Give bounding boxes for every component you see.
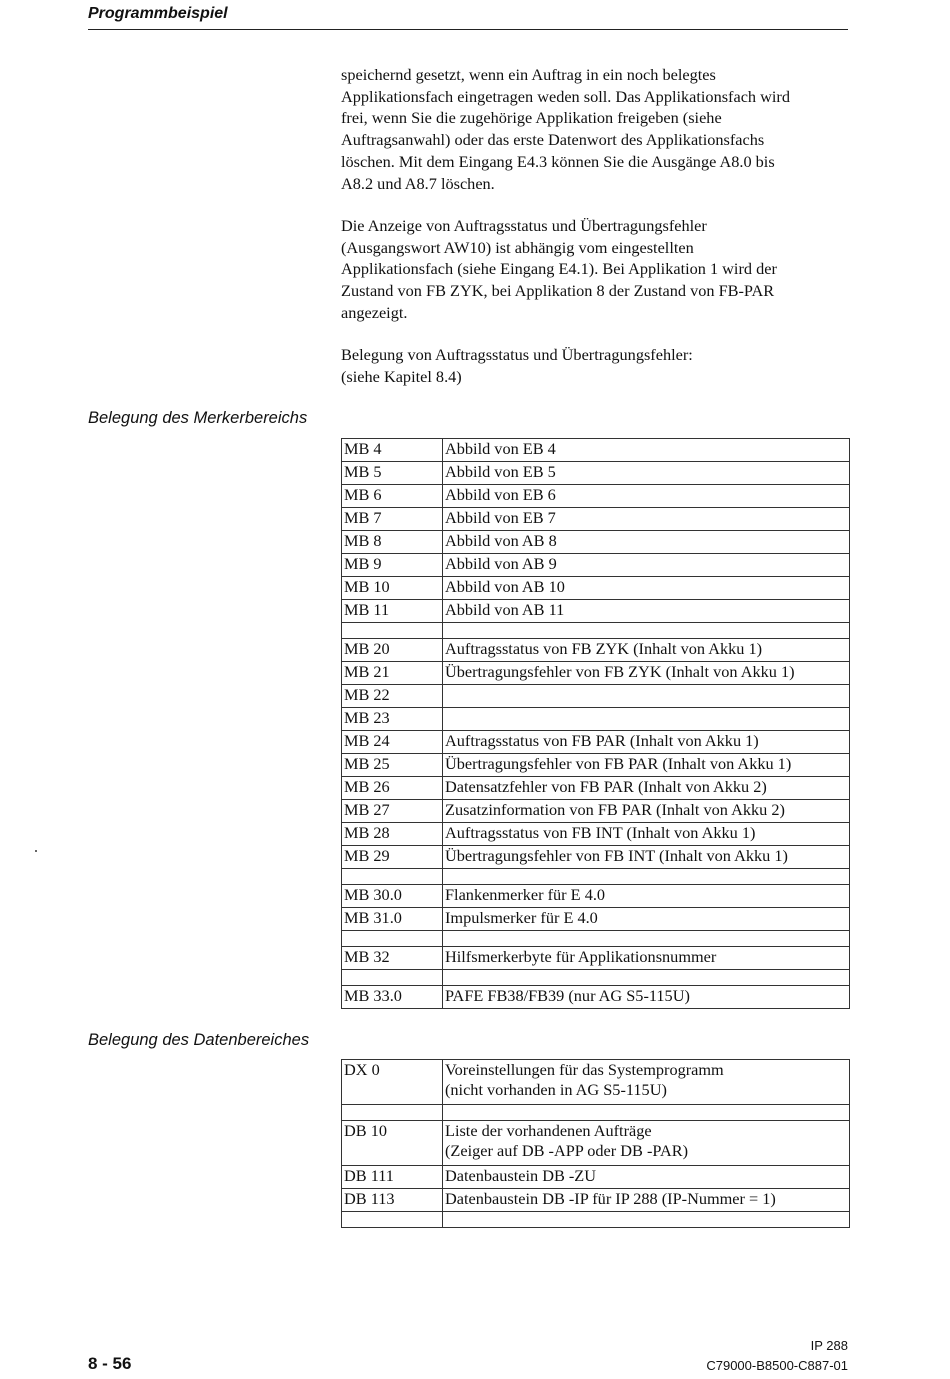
table-row	[342, 600, 850, 623]
address-cell: DX 0	[342, 1060, 443, 1105]
table-row	[342, 1121, 850, 1166]
section-heading-merker: Belegung des Merkerbereichs	[88, 409, 308, 427]
description-cell	[443, 931, 850, 947]
address-cell: MB 28	[342, 823, 443, 846]
address-cell	[342, 1212, 443, 1228]
body-paragraph-3	[341, 344, 846, 387]
description-line: Liste der vorhandenen Aufträge	[445, 1121, 652, 1140]
paragraph-line: Die Anzeige von Auftragsstatus und Übertragungsfehler	[341, 216, 707, 235]
table-row	[342, 800, 850, 823]
table-row	[342, 931, 850, 947]
table-row	[342, 947, 850, 970]
page-number: 8 - 56	[88, 1354, 132, 1373]
table-row	[342, 1060, 850, 1105]
paragraph-line: (siehe Kapitel 8.4)	[341, 366, 462, 386]
table-row	[342, 1166, 850, 1189]
description-cell: Abbild von AB 9	[443, 554, 850, 577]
paragraph-line: (Ausgangswort AW10) ist abhängig vom eingestellten	[341, 237, 694, 257]
table-row	[342, 970, 850, 986]
description-cell: Abbild von EB 6	[443, 485, 850, 508]
description-cell: Übertragungsfehler von FB PAR (Inhalt von Akku 1)	[443, 754, 850, 777]
description-cell: Hilfsmerkerbyte für Applikationsnummer	[443, 947, 850, 970]
table-row	[342, 823, 850, 846]
address-cell: DB 113	[342, 1189, 443, 1212]
description-cell	[443, 708, 850, 731]
address-cell: MB 29	[342, 846, 443, 869]
address-cell: MB 5	[342, 462, 443, 485]
footer-product: IP 288	[810, 1338, 848, 1353]
paragraph-line: Applikationsfach (siehe Eingang E4.1). Bei Applikation 1 wird der	[341, 259, 777, 279]
table-row	[342, 777, 850, 800]
address-cell	[342, 970, 443, 986]
description-cell	[443, 1189, 850, 1212]
table-row	[342, 508, 850, 531]
address-cell: MB 27	[342, 800, 443, 823]
description-cell: PAFE FB38/FB39 (nur AG S5-115U)	[443, 986, 850, 1009]
table-row	[342, 685, 850, 708]
address-cell: MB 8	[342, 531, 443, 554]
description-cell: Flankenmerker für E 4.0	[443, 885, 850, 908]
description-line: (Zeiger auf DB -APP oder DB -PAR)	[445, 1141, 688, 1160]
description-cell: Auftragsstatus von FB INT (Inhalt von Akku 1)	[443, 823, 850, 846]
table-row	[342, 485, 850, 508]
table-row	[342, 708, 850, 731]
description-cell	[443, 623, 850, 639]
description-cell: Abbild von EB 7	[443, 508, 850, 531]
description-cell: Abbild von EB 4	[443, 439, 850, 462]
address-cell: MB 20	[342, 639, 443, 662]
paragraph-line: Zustand von FB ZYK, bei Applikation 8 der Zustand von FB-PAR	[341, 281, 775, 301]
paragraph-line: speichernd gesetzt, wenn ein Auftrag in ein noch belegtes	[341, 65, 716, 84]
running-header-title: Programmbeispiel	[88, 5, 228, 22]
paragraph-line: frei, wenn Sie die zugehörige Applikation freigeben (siehe	[341, 108, 722, 128]
table-row	[342, 577, 850, 600]
merker-table	[341, 438, 850, 1009]
description-cell	[443, 970, 850, 986]
address-cell: MB 31.0	[342, 908, 443, 931]
address-cell: MB 9	[342, 554, 443, 577]
address-cell: MB 11	[342, 600, 443, 623]
address-cell: MB 22	[342, 685, 443, 708]
table-row	[342, 554, 850, 577]
description-cell	[443, 1121, 850, 1166]
description-cell: Zusatzinformation von FB PAR (Inhalt von Akku 2)	[443, 800, 850, 823]
table-row	[342, 662, 850, 685]
header-rule	[88, 29, 848, 30]
address-cell: MB 6	[342, 485, 443, 508]
address-cell: MB 4	[342, 439, 443, 462]
table-row	[342, 731, 850, 754]
description-cell: Abbild von AB 10	[443, 577, 850, 600]
table-row	[342, 1105, 850, 1121]
address-cell: MB 23	[342, 708, 443, 731]
description-cell: Abbild von AB 8	[443, 531, 850, 554]
address-cell: MB 24	[342, 731, 443, 754]
address-cell	[342, 869, 443, 885]
paragraph-line: angezeigt.	[341, 302, 408, 322]
scan-speck	[35, 850, 37, 852]
description-cell: Abbild von AB 11	[443, 600, 850, 623]
address-cell	[342, 1105, 443, 1121]
address-cell	[342, 623, 443, 639]
paragraph-line: Applikationsfach eingetragen weden soll. Das Applikationsfach wird	[341, 86, 790, 106]
body-paragraph-2	[341, 215, 846, 324]
table-row	[342, 1212, 850, 1228]
table-row	[342, 439, 850, 462]
table-row	[342, 986, 850, 1009]
table-row	[342, 885, 850, 908]
paragraph-line: Auftragsanwahl) oder das erste Datenwort des Applikationsfachs	[341, 130, 765, 150]
daten-table	[341, 1059, 850, 1228]
footer-order-number: C79000-B8500-C887-01	[706, 1358, 848, 1373]
address-cell: DB 111	[342, 1166, 443, 1189]
description-line: (nicht vorhanden in AG S5-115U)	[445, 1080, 667, 1099]
paragraph-line: Belegung von Auftragsstatus und Übertragungsfehler:	[341, 345, 693, 364]
description-line: Datenbaustein DB -IP für IP 288 (IP-Nummer = 1)	[445, 1189, 776, 1208]
paragraph-line: A8.2 und A8.7 löschen.	[341, 173, 495, 193]
paragraph-line: löschen. Mit dem Eingang E4.3 können Sie die Ausgänge A8.0 bis	[341, 151, 775, 171]
address-cell	[342, 931, 443, 947]
address-cell: MB 30.0	[342, 885, 443, 908]
body-paragraph-1	[341, 64, 846, 194]
table-row	[342, 908, 850, 931]
description-cell	[443, 685, 850, 708]
address-cell: MB 26	[342, 777, 443, 800]
table-row	[342, 639, 850, 662]
description-line: Datenbaustein DB -ZU	[445, 1166, 597, 1185]
table-row	[342, 531, 850, 554]
description-cell	[443, 1060, 850, 1105]
description-line: Voreinstellungen für das Systemprogramm	[445, 1060, 724, 1079]
table-row	[342, 462, 850, 485]
description-cell	[443, 869, 850, 885]
address-cell: DB 10	[342, 1121, 443, 1166]
description-cell: Auftragsstatus von FB ZYK (Inhalt von Akku 1)	[443, 639, 850, 662]
description-cell: Impulsmerker für E 4.0	[443, 908, 850, 931]
address-cell: MB 21	[342, 662, 443, 685]
address-cell: MB 33.0	[342, 986, 443, 1009]
address-cell: MB 25	[342, 754, 443, 777]
description-cell: Übertragungsfehler von FB ZYK (Inhalt von Akku 1)	[443, 662, 850, 685]
table-row	[342, 846, 850, 869]
table-row	[342, 623, 850, 639]
table-row	[342, 1189, 850, 1212]
section-heading-daten: Belegung des Datenbereiches	[88, 1031, 310, 1049]
description-cell: Auftragsstatus von FB PAR (Inhalt von Akku 1)	[443, 731, 850, 754]
table-row	[342, 869, 850, 885]
table-row	[342, 754, 850, 777]
address-cell: MB 10	[342, 577, 443, 600]
address-cell: MB 7	[342, 508, 443, 531]
description-cell: Übertragungsfehler von FB INT (Inhalt von Akku 1)	[443, 846, 850, 869]
description-cell	[443, 1166, 850, 1189]
address-cell: MB 32	[342, 947, 443, 970]
description-cell	[443, 1212, 850, 1228]
description-cell: Datensatzfehler von FB PAR (Inhalt von Akku 2)	[443, 777, 850, 800]
description-cell: Abbild von EB 5	[443, 462, 850, 485]
description-cell	[443, 1105, 850, 1121]
